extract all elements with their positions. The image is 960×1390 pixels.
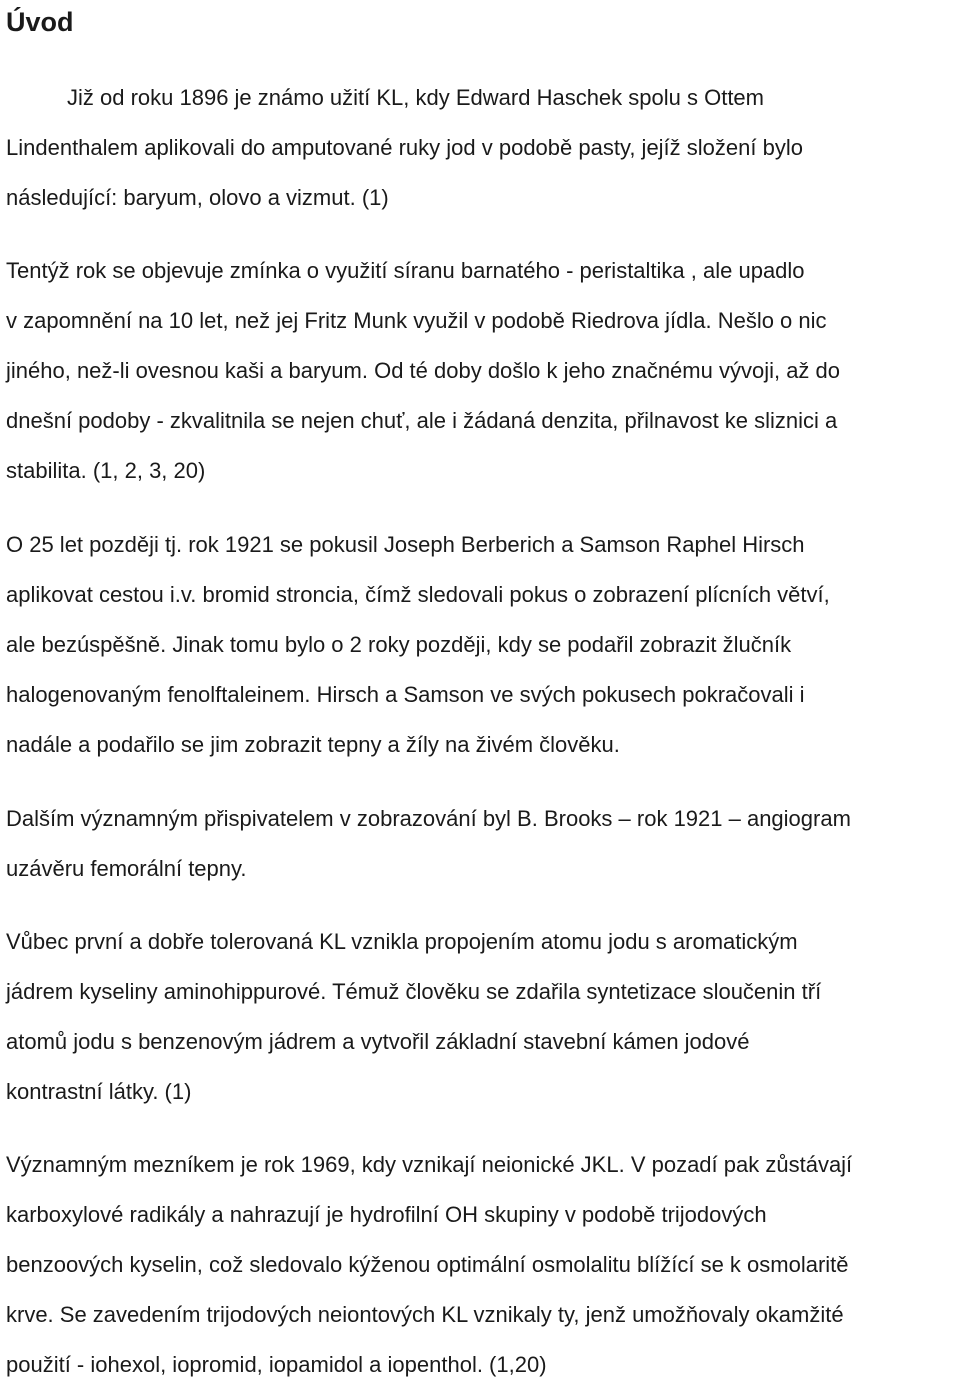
text-line: následující: baryum, olovo a vizmut. (1)	[6, 185, 389, 210]
paragraph-6	[6, 1140, 954, 1390]
text-line: jádrem kyseliny aminohippurové. Témuž člověku se zdařila syntetizace sloučenin tří	[6, 979, 822, 1004]
text-line: O 25 let později tj. rok 1921 se pokusil Joseph Berberich a Samson Raphel Hirsch	[6, 532, 805, 557]
text-line: dnešní podoby - zkvalitnila se nejen chuť, ale i žádaná denzita, přilnavost ke sliznici a	[6, 408, 838, 433]
paragraph-5	[6, 917, 954, 1117]
page-title: Úvod	[6, 7, 74, 37]
text-line: kontrastní látky. (1)	[6, 1079, 192, 1104]
text-line: Lindenthalem aplikovali do amputované ruky jod v podobě pasty, jejíž složení bylo	[6, 135, 803, 160]
text-line: benzoových kyselin, což sledovalo kýženou optimální osmolalitu blížící se k osmolaritě	[6, 1252, 849, 1277]
text-line: atomů jodu s benzenovým jádrem a vytvořil základní stavební kámen jodové	[6, 1029, 750, 1054]
text-line: Vůbec první a dobře tolerovaná KL vznikla propojením atomu jodu s aromatickým	[6, 929, 798, 954]
text-line: jiného, než-li ovesnou kaši a baryum. Od té doby došlo k jeho značnému vývoji, až do	[6, 358, 841, 383]
text-line: použití - iohexol, iopromid, iopamidol a iopenthol. (1,20)	[6, 1352, 547, 1377]
text-line: ale bezúspěšně. Jinak tomu bylo o 2 roky později, kdy se podařil zobrazit žlučník	[6, 632, 792, 657]
text-line: Významným mezníkem je rok 1969, kdy vznikají neionické JKL. V pozadí pak zůstávají	[6, 1152, 853, 1177]
text-line: v zapomnění na 10 let, než jej Fritz Munk využil v podobě Riedrova jídla. Nešlo o nic	[6, 308, 827, 333]
text-line: krve. Se zavedením trijodových neiontových KL vznikaly ty, jenž umožňovaly okamžité	[6, 1302, 844, 1327]
text-line: uzávěru femorální tepny.	[6, 856, 247, 881]
text-line: karboxylové radikály a nahrazují je hydrofilní OH skupiny v podobě trijodových	[6, 1202, 767, 1227]
paragraph-2	[6, 246, 954, 496]
text-line: nadále a podařilo se jim zobrazit tepny a žíly na živém člověku.	[6, 732, 620, 757]
text-line: stabilita. (1, 2, 3, 20)	[6, 458, 206, 483]
paragraph-4	[6, 794, 954, 894]
text-line: Tentýž rok se objevuje zmínka o využití síranu barnatého - peristaltika , ale upadlo	[6, 258, 805, 283]
text-line: Dalším významným přispivatelem v zobrazování byl B. Brooks – rok 1921 – angiogram	[6, 806, 851, 831]
text-line: Již od roku 1896 je známo užití KL, kdy Edward Haschek spolu s Ottem	[67, 85, 764, 110]
text-line: aplikovat cestou i.v. bromid stroncia, čímž sledovali pokus o zobrazení plícních větví,	[6, 582, 830, 607]
paragraph-3	[6, 520, 954, 770]
text-line: halogenovaným fenolftaleinem. Hirsch a Samson ve svých pokusech pokračovali i	[6, 682, 805, 707]
paragraph-1	[6, 73, 954, 223]
